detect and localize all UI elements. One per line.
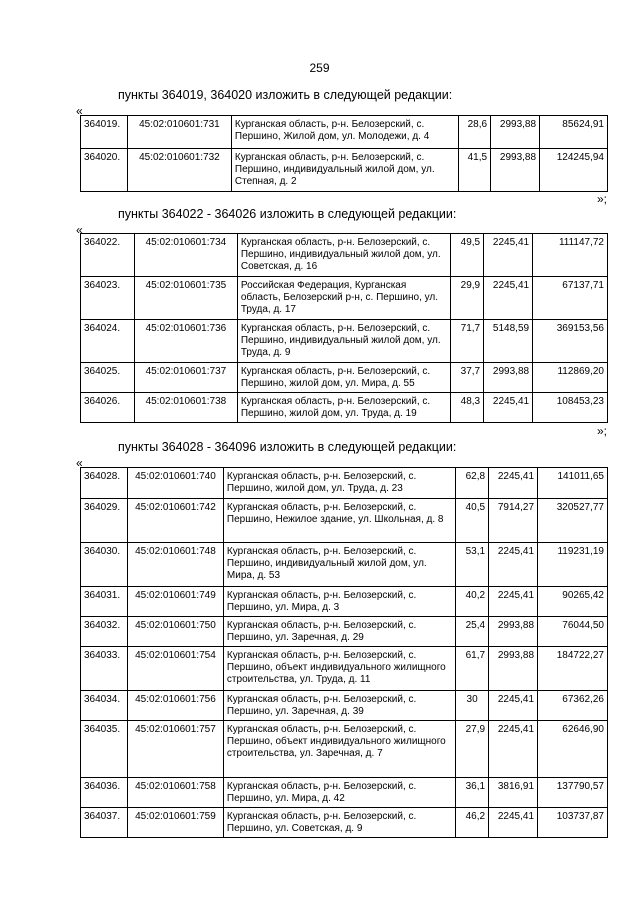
address: Курганская область, р-н. Белозерский, с. Першино, ул. Мира, д. 3 <box>223 587 455 617</box>
price: 5148,59 <box>484 320 533 363</box>
address: Курганская область, р-н. Белозерский, с. Першино, объект индивидуального жилищного строительства, ул. Заречная, д. 7 <box>223 721 455 778</box>
item-number: 364033. <box>81 647 128 691</box>
address: Курганская область, р-н. Белозерский, с. Першино, Жилой дом, ул. Молодежи, д. 4 <box>231 116 458 149</box>
section-2-close-quote: »; <box>597 424 608 438</box>
cadastral-number: 45:02:010601:736 <box>134 320 237 363</box>
address: Курганская область, р-н. Белозерский, с. Першино, Нежилое здание, ул. Школьная, д. 8 <box>223 499 455 543</box>
address: Курганская область, р-н. Белозерский, с. Першино, жилой дом, ул. Труда, д. 23 <box>223 468 455 499</box>
price: 2993,88 <box>484 363 533 393</box>
address: Курганская область, р-н. Белозерский, с. Першино, жилой дом, ул. Мира, д. 55 <box>237 363 450 393</box>
item-number: 364025. <box>81 363 135 393</box>
table-row <box>81 721 608 778</box>
price: 2245,41 <box>489 468 538 499</box>
cadastral-number: 45:02:010601:759 <box>127 808 223 838</box>
table-row <box>81 587 608 617</box>
price: 2245,41 <box>489 587 538 617</box>
address: Курганская область, р-н. Белозерский, с. Першино, ул. Мира, д. 42 <box>223 778 455 808</box>
total: 76044,50 <box>538 617 608 647</box>
cadastral-number: 45:02:010601:731 <box>127 116 231 149</box>
area: 40,2 <box>456 587 489 617</box>
cadastral-number: 45:02:010601:742 <box>127 499 223 543</box>
cadastral-number: 45:02:010601:740 <box>127 468 223 499</box>
table-row <box>81 393 608 423</box>
area: 36,1 <box>456 778 489 808</box>
total: 112869,20 <box>533 363 608 393</box>
section-2-intro: пункты 364022 - 364026 изложить в следующей редакции: <box>118 207 457 221</box>
table-row <box>81 116 608 149</box>
section-1-intro: пункты 364019, 364020 изложить в следующей редакции: <box>118 88 453 102</box>
table-row <box>81 363 608 393</box>
price: 2993,88 <box>491 116 540 149</box>
section-1-close-quote: »; <box>597 192 608 206</box>
section-3-open-quote: « <box>76 456 83 470</box>
table-row <box>81 808 608 838</box>
section-2-table <box>80 233 608 423</box>
cadastral-number: 45:02:010601:749 <box>127 587 223 617</box>
area: 25,4 <box>456 617 489 647</box>
total: 119231,19 <box>538 543 608 587</box>
area: 28,6 <box>459 116 491 149</box>
item-number: 364036. <box>81 778 128 808</box>
address: Курганская область, р-н. Белозерский, с. Першино, ул. Заречная, д. 39 <box>223 691 455 721</box>
total: 320527,77 <box>538 499 608 543</box>
cadastral-number: 45:02:010601:750 <box>127 617 223 647</box>
section-3-intro: пункты 364028 - 364096 изложить в следующей редакции: <box>118 440 457 454</box>
address: Российская Федерация, Курганская область, Белозерский р-н, с. Першино, ул. Труда, д. 17 <box>237 277 450 320</box>
total: 62646,90 <box>538 721 608 778</box>
item-number: 364019. <box>81 116 128 149</box>
table-row <box>81 617 608 647</box>
cadastral-number: 45:02:010601:732 <box>127 149 231 192</box>
cadastral-number: 45:02:010601:757 <box>127 721 223 778</box>
item-number: 364031. <box>81 587 128 617</box>
area: 53,1 <box>456 543 489 587</box>
price: 2245,41 <box>484 234 533 277</box>
price: 3816,91 <box>489 778 538 808</box>
price: 2993,88 <box>491 149 540 192</box>
total: 67362,26 <box>538 691 608 721</box>
price: 2245,41 <box>489 808 538 838</box>
table-row <box>81 778 608 808</box>
table-row <box>81 320 608 363</box>
price: 2245,41 <box>489 721 538 778</box>
address: Курганская область, р-н. Белозерский, с. Першино, ул. Советская, д. 9 <box>223 808 455 838</box>
table-row <box>81 691 608 721</box>
address: Курганская область, р-н. Белозерский, с. Першино, индивидуальный жилой дом, ул. Советская, д. 16 <box>237 234 450 277</box>
area: 40,5 <box>456 499 489 543</box>
page-number: 259 <box>309 61 330 75</box>
area: 29,9 <box>451 277 484 320</box>
cadastral-number: 45:02:010601:758 <box>127 778 223 808</box>
item-number: 364022. <box>81 234 135 277</box>
cadastral-number: 45:02:010601:737 <box>134 363 237 393</box>
total: 137790,57 <box>538 778 608 808</box>
cadastral-number: 45:02:010601:734 <box>134 234 237 277</box>
address: Курганская область, р-н. Белозерский, с. Першино, объект индивидуального жилищного строительства, ул. Труда, д. 11 <box>223 647 455 691</box>
item-number: 364032. <box>81 617 128 647</box>
address: Курганская область, р-н. Белозерский, с. Першино, жилой дом, ул. Труда, д. 19 <box>237 393 450 423</box>
total: 108453,23 <box>533 393 608 423</box>
price: 2245,41 <box>484 277 533 320</box>
table-row <box>81 234 608 277</box>
cadastral-number: 45:02:010601:748 <box>127 543 223 587</box>
area: 62,8 <box>456 468 489 499</box>
item-number: 364024. <box>81 320 135 363</box>
total: 369153,56 <box>533 320 608 363</box>
table-row <box>81 149 608 192</box>
area: 37,7 <box>451 363 484 393</box>
table-row <box>81 543 608 587</box>
price: 2245,41 <box>489 691 538 721</box>
address: Курганская область, р-н. Белозерский, с. Першино, индивидуальный жилой дом, ул. Мира, д. 53 <box>223 543 455 587</box>
price: 2993,88 <box>489 617 538 647</box>
item-number: 364020. <box>81 149 128 192</box>
area: 49,5 <box>451 234 484 277</box>
address: Курганская область, р-н. Белозерский, с. Першино, ул. Заречная, д. 29 <box>223 617 455 647</box>
item-number: 364028. <box>81 468 128 499</box>
area: 30 <box>456 691 489 721</box>
address: Курганская область, р-н. Белозерский, с. Першино, индивидуальный жилой дом, ул. Степная, д. 2 <box>231 149 458 192</box>
total: 184722,27 <box>538 647 608 691</box>
cadastral-number: 45:02:010601:756 <box>127 691 223 721</box>
item-number: 364034. <box>81 691 128 721</box>
address: Курганская область, р-н. Белозерский, с. Першино, индивидуальный жилой дом, ул. Труда, д. 9 <box>237 320 450 363</box>
item-number: 364029. <box>81 499 128 543</box>
cadastral-number: 45:02:010601:735 <box>134 277 237 320</box>
item-number: 364037. <box>81 808 128 838</box>
table-row <box>81 647 608 691</box>
total: 141011,65 <box>538 468 608 499</box>
price: 2245,41 <box>489 543 538 587</box>
area: 48,3 <box>451 393 484 423</box>
price: 7914,27 <box>489 499 538 543</box>
area: 27,9 <box>456 721 489 778</box>
item-number: 364035. <box>81 721 128 778</box>
total: 85624,91 <box>540 116 608 149</box>
table-row <box>81 468 608 499</box>
area: 71,7 <box>451 320 484 363</box>
total: 103737,87 <box>538 808 608 838</box>
item-number: 364030. <box>81 543 128 587</box>
area: 61,7 <box>456 647 489 691</box>
price: 2245,41 <box>484 393 533 423</box>
price: 2993,88 <box>489 647 538 691</box>
area: 41,5 <box>459 149 491 192</box>
total: 67137,71 <box>533 277 608 320</box>
section-1-table <box>80 115 608 192</box>
total: 90265,42 <box>538 587 608 617</box>
table-row <box>81 277 608 320</box>
item-number: 364023. <box>81 277 135 320</box>
section-1-open-quote: « <box>76 104 83 118</box>
area: 46,2 <box>456 808 489 838</box>
section-2-open-quote: « <box>76 223 83 237</box>
total: 124245,94 <box>540 149 608 192</box>
item-number: 364026. <box>81 393 135 423</box>
table-row <box>81 499 608 543</box>
section-3-table <box>80 467 608 838</box>
cadastral-number: 45:02:010601:754 <box>127 647 223 691</box>
total: 111147,72 <box>533 234 608 277</box>
cadastral-number: 45:02:010601:738 <box>134 393 237 423</box>
